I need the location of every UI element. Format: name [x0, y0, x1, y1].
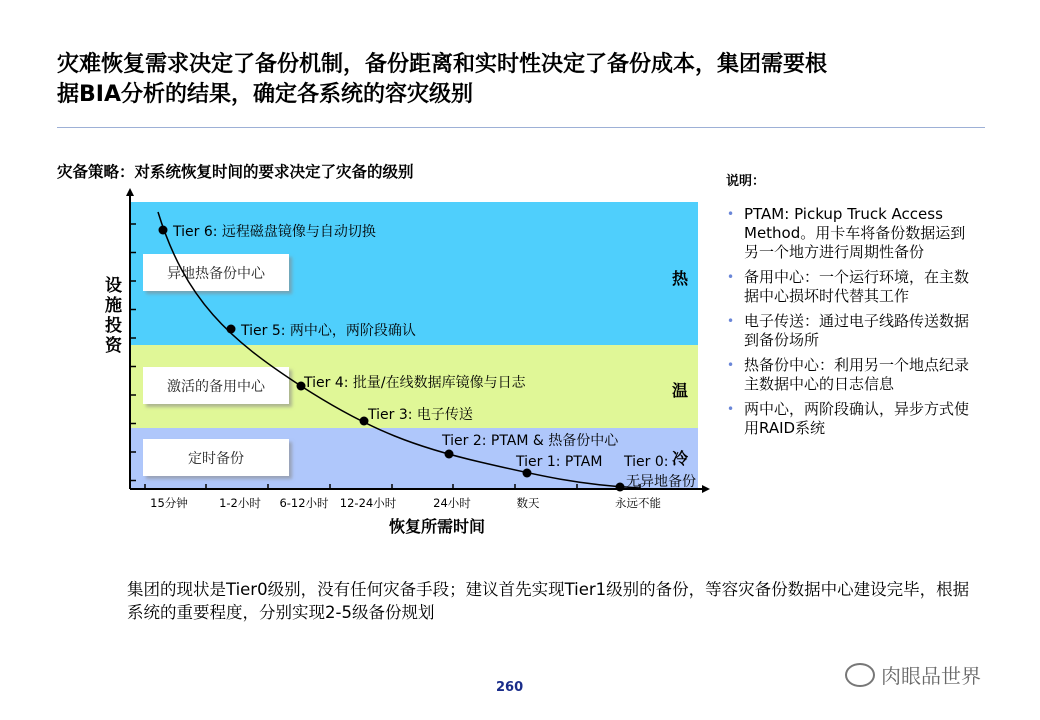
tier-label: Tier 4: 批量/在线数据库镜像与日志 — [304, 375, 526, 391]
note-item — [724, 312, 969, 350]
diagram-subtitle: 灾备策略：对系统恢复时间的要求决定了灾备的级别 — [57, 163, 414, 181]
note-item — [724, 205, 969, 262]
notes-title: 说明： — [726, 174, 766, 189]
category-box-label: 异地热备份中心 — [167, 266, 265, 282]
x-tick-label: 1-2小时 — [219, 496, 261, 510]
wechat-icon — [845, 663, 875, 687]
tier-point — [227, 325, 236, 334]
slide-title: 灾难恢复需求决定了备份机制，备份距离和实时性决定了备份成本，集团需要根据BIA分析的结果，确定各系统的容灾级别 — [57, 52, 828, 107]
tier-label: 无异地备份 — [626, 474, 696, 490]
x-axis-label: 恢复所需时间 — [388, 517, 486, 536]
note-text: 电子传送：通过电子线路传送数据到备份场所 — [744, 312, 970, 349]
x-tick-label: 6-12小时 — [279, 496, 329, 510]
y-axis-arrow-icon — [126, 188, 134, 196]
category-box-label: 定时备份 — [188, 451, 244, 467]
tier-label: Tier 2: PTAM & 热备份中心 — [442, 433, 619, 449]
tier-label: Tier 6: 远程磁盘镜像与自动切换 — [173, 224, 376, 240]
note-text: PTAM: Pickup Truck Access Method。用卡车将备份数据运到另一个地方进行周期性备份 — [744, 205, 966, 261]
x-tick-label: 永远不能 — [615, 496, 661, 510]
bullet-icon: • — [727, 314, 735, 328]
category-box-label: 激活的备用中心 — [167, 379, 265, 395]
y-axis-label: 设施投资 — [101, 276, 121, 356]
bullet-icon: • — [727, 358, 735, 372]
x-tick-label: 12-24小时 — [339, 496, 397, 510]
note-text: 备用中心：一个运行环境，在主数据中心损坏时代替其工作 — [744, 268, 970, 305]
tier-label: Tier 1: PTAM — [516, 454, 603, 470]
bullet-icon: • — [727, 402, 735, 416]
conclusion-text: 集团的现状是Tier0级别，没有任何灾备手段；建议首先实现Tier1级别的备份，等容灾备份数据中心建设完毕，根据系统的重要程度，分别实现2-5级备份规划 — [127, 580, 970, 622]
note-item — [724, 356, 969, 394]
tier-label: Tier 5: 两中心，两阶段确认 — [241, 323, 416, 339]
tier-point — [616, 483, 625, 492]
note-item — [724, 268, 969, 306]
temperature-label: 冷 — [671, 449, 689, 468]
x-tick-label: 15分钟 — [150, 496, 188, 510]
bullet-icon: • — [727, 207, 735, 221]
x-tick-label: 24小时 — [433, 496, 471, 510]
temperature-label: 温 — [671, 381, 689, 400]
note-item — [724, 400, 969, 438]
tier-point — [159, 226, 168, 235]
note-text: 两中心，两阶段确认，异步方式使用RAID系统 — [744, 400, 970, 437]
bullet-icon: • — [727, 270, 735, 284]
page-number: 260 — [496, 680, 524, 695]
notes-list — [724, 205, 969, 444]
x-axis-arrow-icon — [702, 485, 710, 493]
watermark — [845, 660, 981, 689]
tier-point — [445, 450, 454, 459]
tier-label: Tier 3: 电子传送 — [368, 407, 473, 423]
x-tick-label: 数天 — [516, 496, 540, 510]
tier-label: Tier 0: — [624, 454, 669, 470]
watermark-text: 肉眼品世界 — [881, 664, 981, 688]
note-text: 热备份中心：利用另一个地点纪录主数据中心的日志信息 — [744, 356, 970, 393]
temperature-label: 热 — [671, 269, 689, 288]
